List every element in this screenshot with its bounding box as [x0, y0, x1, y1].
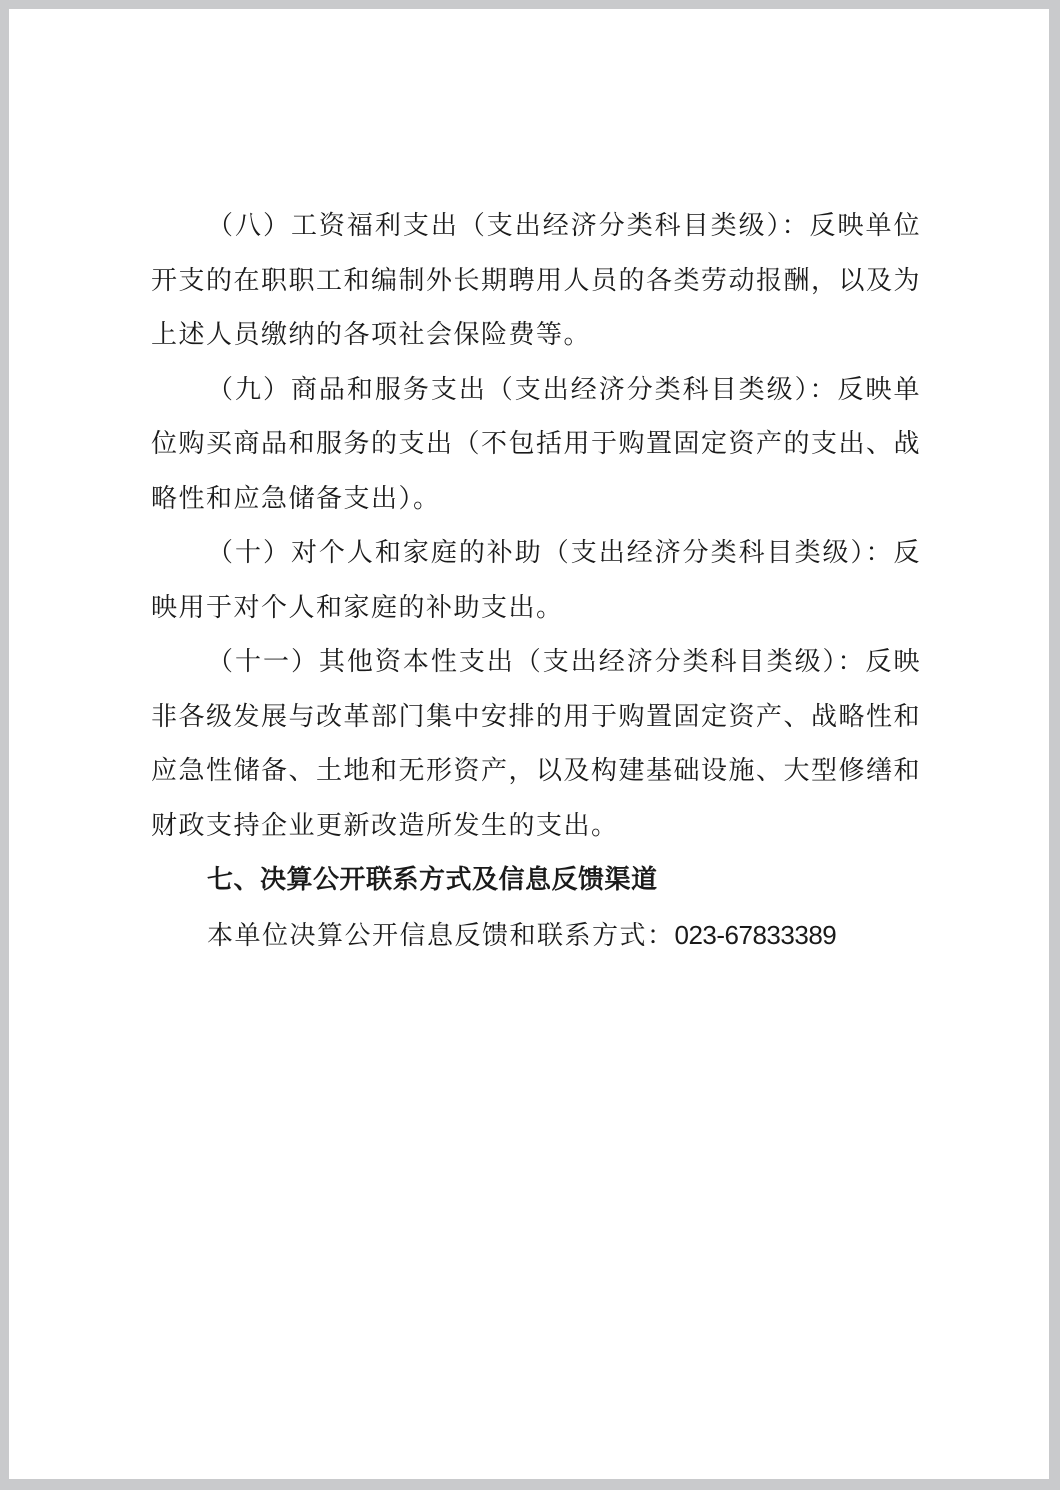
contact-phone: 023-67833389 — [674, 919, 837, 950]
document-body — [151, 199, 921, 963]
document-page — [9, 9, 1049, 1479]
paragraph-personal-subsidy: （十）对个人和家庭的补助（支出经济分类科目类级）：反映用于对个人和家庭的补助支出。 — [151, 538, 921, 623]
paragraph-other-capital: （十一）其他资本性支出（支出经济分类科目类级）：反映非各级发展与改革部门集中安排的用于购置固定资产、战略性和应急性储备、土地和无形资产，以及构建基础设施、大型修缮和财政支持企业更新改造所发生的支出。 — [151, 647, 922, 841]
paragraph-wage-welfare: （八）工资福利支出（支出经济分类科目类级）：反映单位开支的在职职工和编制外长期聘用人员的各类劳动报酬，以及为上述人员缴纳的各项社会保险费等。 — [151, 211, 922, 350]
contact-label: 本单位决算公开信息反馈和联系方式： — [207, 920, 675, 951]
paragraph-goods-services: （九）商品和服务支出（支出经济分类科目类级）：反映单位购买商品和服务的支出（不包括用于购置固定资产的支出、战略性和应急储备支出）。 — [151, 374, 922, 514]
section-heading: 七、决算公开联系方式及信息反馈渠道 — [207, 865, 658, 895]
contact-line — [151, 908, 921, 964]
